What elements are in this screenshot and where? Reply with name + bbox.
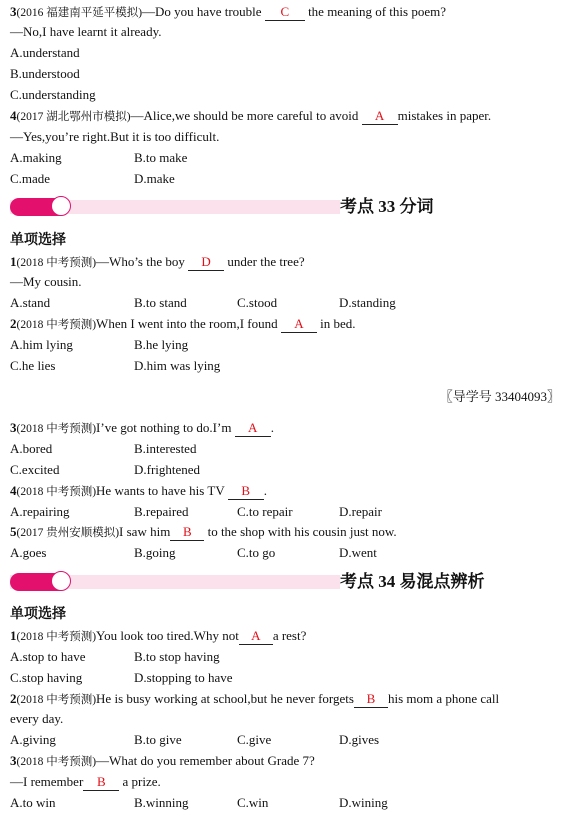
answer-blank: B: [83, 774, 119, 791]
option: B.understood: [10, 66, 80, 81]
question-number: 2: [10, 691, 17, 706]
answer-blank: B: [228, 483, 264, 500]
question-line: [10, 522, 397, 542]
answer-blank: B: [354, 691, 388, 708]
question-line: [10, 314, 356, 334]
option: B.to stand: [134, 295, 187, 310]
question-line: [10, 481, 267, 501]
option: A.making: [10, 150, 62, 165]
answer-blank: D: [188, 254, 224, 271]
option: D.frightened: [134, 462, 201, 477]
question-number: 1: [10, 628, 17, 643]
question-source: (2018 中考预测): [16, 423, 97, 435]
reply-line: —My cousin.: [10, 274, 82, 289]
reply-text: —I remember: [10, 774, 84, 789]
question-text: —What do you remember about Grade 7?: [96, 753, 315, 768]
option: A.bored: [10, 441, 53, 456]
option: B.he lying: [134, 337, 189, 352]
option: C.stop having: [10, 670, 83, 685]
option: A.him lying: [10, 337, 73, 352]
question-line: [10, 751, 315, 771]
section-banner: [10, 195, 570, 219]
section-title: 考点 34 易混点辨析: [340, 572, 485, 591]
question-number: 3: [10, 420, 17, 435]
option: A.stand: [10, 295, 51, 310]
reply-text: a prize.: [122, 774, 161, 789]
option: C.excited: [10, 462, 60, 477]
question-source: (2018 中考预测): [16, 319, 97, 331]
option: C.made: [10, 171, 51, 186]
answer-blank: A: [239, 628, 273, 645]
option: D.went: [339, 545, 377, 560]
question-text: When I went into the room,I found: [96, 316, 278, 331]
question-text: the meaning of this poem?: [308, 4, 446, 19]
question-text: mistakes in paper.: [397, 108, 492, 123]
option: D.make: [134, 171, 175, 186]
question-text: —Do you have trouble: [142, 4, 262, 19]
option: B.winning: [134, 795, 189, 810]
question-text: I saw him: [119, 524, 171, 539]
question-number: 4: [10, 108, 17, 123]
answer-blank: A: [235, 420, 271, 437]
reply-line: [10, 772, 161, 792]
option: C.win: [237, 795, 269, 810]
option: D.him was lying: [134, 358, 221, 373]
question-line: [10, 689, 499, 709]
option: A.understand: [10, 45, 80, 60]
option: B.interested: [134, 441, 197, 456]
question-number: 3: [10, 753, 17, 768]
option: B.to give: [134, 732, 182, 747]
option: C.he lies: [10, 358, 56, 373]
guide-number: 〖导学号 33404093〗: [439, 389, 560, 404]
option: D.repair: [339, 504, 382, 519]
answer-blank: C: [265, 4, 305, 21]
question-source: (2018 中考预测): [16, 756, 97, 768]
reply-line: —No,I have learnt it already.: [10, 24, 162, 39]
section-banner: [10, 570, 570, 594]
question-number: 4: [10, 483, 17, 498]
option: C.give: [237, 732, 272, 747]
question-text: —Who’s the boy: [96, 254, 185, 269]
option: D.stopping to have: [134, 670, 233, 685]
question-text: to the shop with his cousin just now.: [207, 524, 397, 539]
option: A.stop to have: [10, 649, 86, 664]
question-continuation: every day.: [10, 711, 64, 726]
question-text: .: [263, 483, 267, 498]
option: B.to make: [134, 150, 188, 165]
option: A.giving: [10, 732, 56, 747]
question-number: 3: [10, 4, 17, 19]
option: B.going: [134, 545, 176, 560]
section-title: 考点 33 分词: [340, 197, 434, 216]
question-text: under the tree?: [227, 254, 305, 269]
reply-line: —Yes,you’re right.But it is too difficult.: [10, 129, 220, 144]
option: A.to win: [10, 795, 56, 810]
question-source: (2018 中考预测): [16, 257, 97, 269]
option: C.understanding: [10, 87, 96, 102]
answer-blank: B: [170, 524, 204, 541]
question-text: .: [270, 420, 274, 435]
question-source: (2017 湖北鄂州市模拟): [16, 111, 131, 123]
banner-dot: [51, 571, 71, 591]
question-text: his mom a phone call: [387, 691, 500, 706]
option: D.gives: [339, 732, 380, 747]
option: A.repairing: [10, 504, 70, 519]
answer-blank: A: [362, 108, 398, 125]
option: C.to repair: [237, 504, 293, 519]
question-number: 2: [10, 316, 17, 331]
banner-dot: [51, 196, 71, 216]
question-line: [10, 252, 305, 272]
question-text: in bed.: [320, 316, 356, 331]
question-source: (2016 福建南平延平模拟): [16, 7, 143, 19]
question-source: (2017 贵州安顺模拟): [16, 527, 120, 539]
section-heading: 单项选择: [10, 233, 66, 248]
option: C.to go: [237, 545, 276, 560]
section-heading: 单项选择: [10, 607, 66, 622]
question-text: a rest?: [272, 628, 307, 643]
option: B.to stop having: [134, 649, 220, 664]
question-text: I’ve got nothing to do.I’m: [96, 420, 232, 435]
question-source: (2018 中考预测): [16, 486, 97, 498]
option: C.stood: [237, 295, 278, 310]
question-number: 1: [10, 254, 17, 269]
question-number: 5: [10, 524, 17, 539]
question-source: (2018 中考预测): [16, 631, 97, 643]
option: B.repaired: [134, 504, 189, 519]
question-text: —Alice,we should be more careful to avoid: [130, 108, 359, 123]
question-line: [10, 626, 306, 646]
question-source: (2018 中考预测): [16, 694, 97, 706]
question-text: You look too tired.Why not: [96, 628, 239, 643]
question-text: He is busy working at school,but he never forgets: [96, 691, 354, 706]
question-line: [10, 106, 491, 126]
option: A.goes: [10, 545, 47, 560]
question-line: [10, 2, 446, 22]
question-line: [10, 418, 274, 438]
question-text: He wants to have his TV: [96, 483, 225, 498]
option: D.standing: [339, 295, 396, 310]
answer-blank: A: [281, 316, 317, 333]
option: D.wining: [339, 795, 388, 810]
